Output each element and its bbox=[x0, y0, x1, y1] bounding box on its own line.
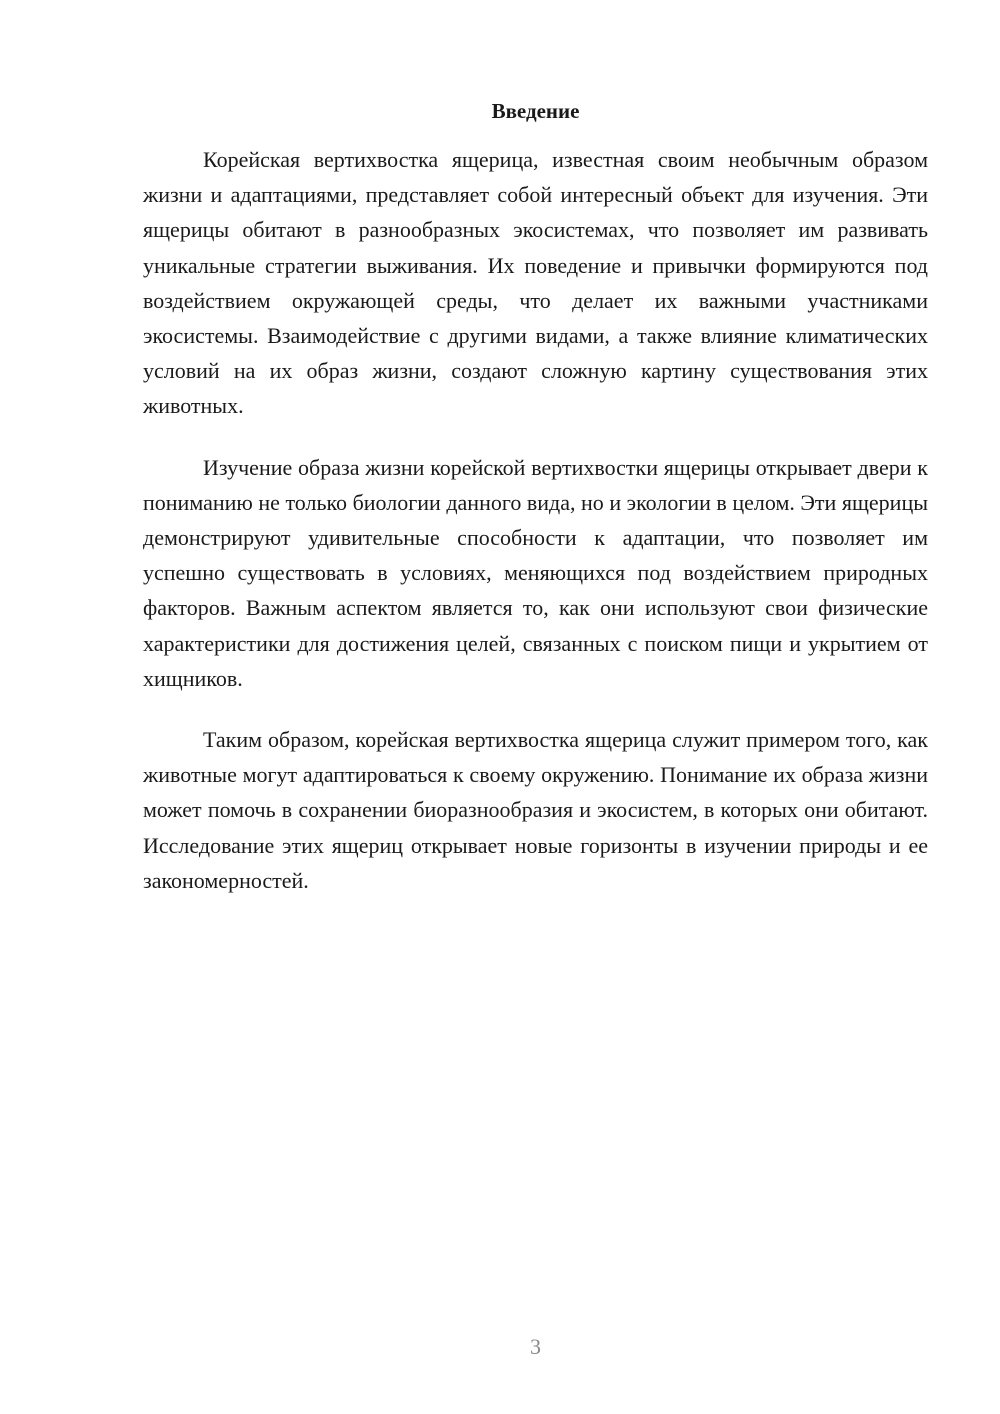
paragraph-3: Таким образом, корейская вертихвостка ящерица служит примером того, как животные могут адаптироваться к своему окружению. Понимание их образа жизни может помочь в сохранении биоразнообразия и экосистем, в которых они обитают. Исследование этих ящериц открывает новые горизонты в изучении природы и ее закономерностей. bbox=[143, 727, 928, 893]
section-heading: Введение bbox=[491, 99, 580, 123]
paragraph-2: Изучение образа жизни корейской вертихвостки ящерицы открывает двери к пониманию не только биологии данного вида, но и экологии в целом. Эти ящерицы демонстрируют удивительные способности к адаптации, что позволяет им успешно существовать в условиях, меняющихся под воздействием природных факторов. Важным аспектом является то, как они используют свои физические характеристики для достижения целей, связанных с поиском пищи и укрытием от хищников. bbox=[143, 454, 928, 691]
page-number: 3 bbox=[530, 1334, 541, 1359]
body-text bbox=[143, 142, 928, 924]
paragraph-1: Корейская вертихвостка ящерица, известная своим необычным образом жизни и адаптациями, представляет собой интересный объект для изучения. Эти ящерицы обитают в разнообразных экосистемах, что позволяет им развивать уникальные стратегии выживания. Их поведение и привычки формируются под воздействием окружающей среды, что делает их важными участниками экосистемы. Взаимодействие с другими видами, а также влияние климатических условий на их образ жизни, создают сложную картину существования этих животных. bbox=[143, 147, 928, 419]
